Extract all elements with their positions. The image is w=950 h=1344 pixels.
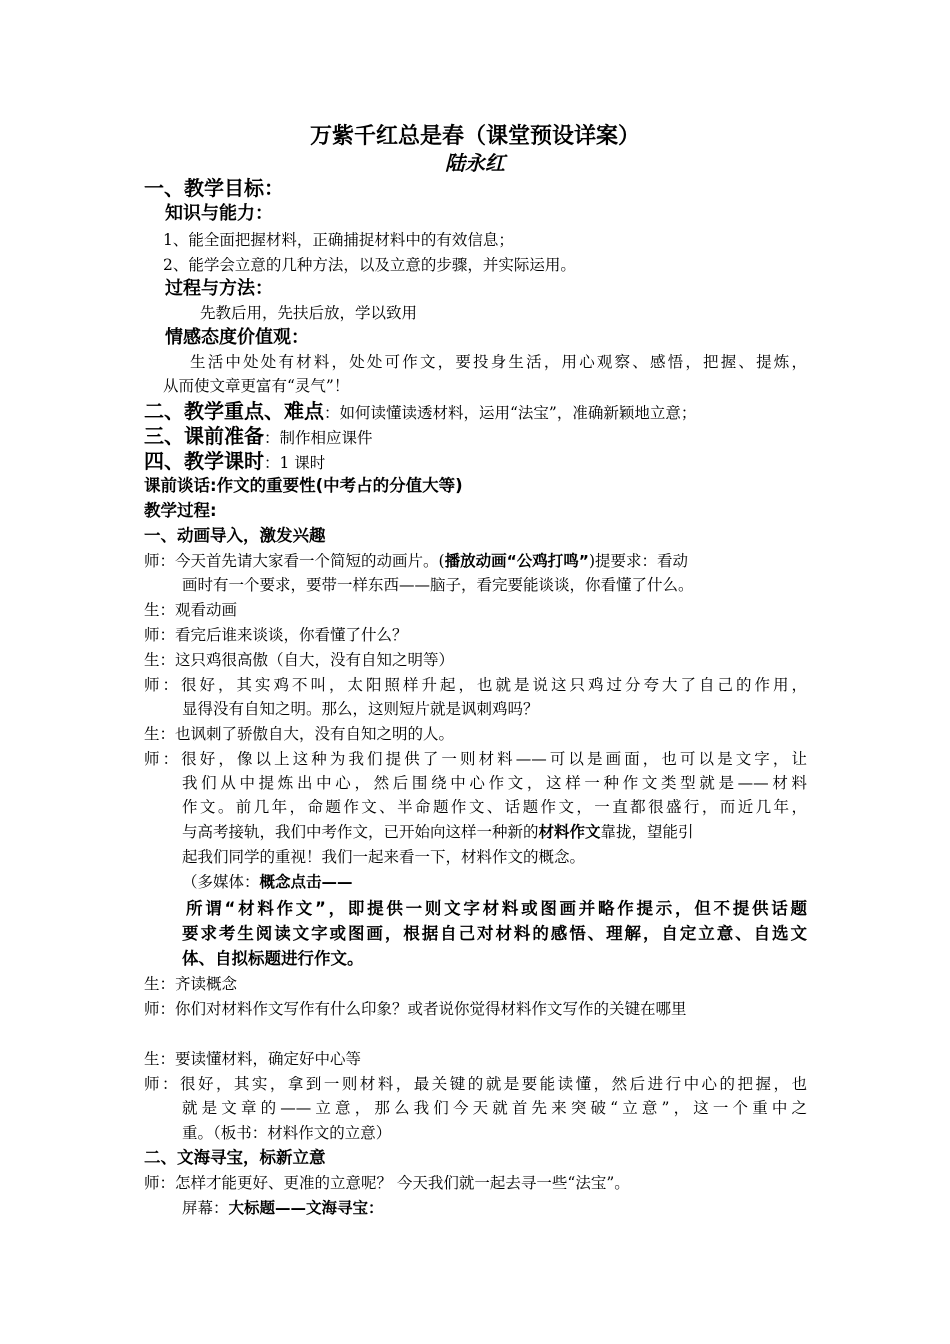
document-author: 陆永红: [445, 151, 505, 175]
teacher-line-4d: 与高考接轨，我们中考作文，已开始向这样一种新的材料作文靠拢，望能引: [182, 823, 694, 841]
teacher-line-2: 师：看完后谁来谈谈，你看懂了什么？: [144, 626, 408, 644]
pre-talk: 课前谈话:作文的重要性(中考占的分值大等): [144, 476, 463, 495]
teacher-line-1b: 画时有一个要求，要带一样东西——脑子，看完要能谈谈，你看懂了什么。: [182, 576, 694, 594]
preparation-text: ：制作相应课件: [264, 429, 373, 447]
section-1-heading: 一、动画导入，激发兴趣: [144, 526, 326, 545]
media-line: （多媒体：概念点击——: [182, 873, 353, 891]
student-line-4: 生：齐读概念: [144, 975, 238, 993]
material-essay-emphasis: 材料作文: [538, 823, 601, 841]
treasure-title-emphasis: 大标题——文海寻宝：: [228, 1199, 384, 1217]
knowledge-heading: 知识与能力：: [165, 203, 273, 224]
student-line-1: 生：观看动画: [144, 601, 238, 619]
section-2-heading: 二、文海寻宝，标新立意: [144, 1148, 326, 1167]
preparation-heading: 三、课前准备: [144, 424, 264, 448]
teacher-line-6b: 就是文章的——立意，那么我们今天就首先来突破“立意”，这一个重中之: [182, 1099, 807, 1117]
emotion-text-line-2: 从而使文章更富有“灵气”！: [163, 377, 350, 395]
section-2-teacher-line-1: 师：怎样才能更好、更准的立意呢？ 今天我们就一起去寻一些“法宝”。: [144, 1174, 630, 1192]
student-line-2: 生：这只鸡很高傲（自大，没有自知之明等）: [144, 651, 455, 669]
play-animation-emphasis: 播放动画“公鸡打鸣”: [444, 552, 589, 570]
screen-line: 屏幕：大标题——文海寻宝：: [182, 1199, 384, 1217]
document-title: 万紫千红总是春（课堂预设详案）: [309, 124, 640, 149]
process-method-text: 先教后用，先扶后放，学以致用: [200, 304, 418, 322]
teacher-line-4e: 起我们同学的重视！我们一起来看一下，材料作文的概念。: [182, 848, 586, 866]
key-points-heading: 二、教学重点、难点: [144, 399, 324, 423]
knowledge-item-1: 1、能全面把握材料，正确捕捉材料中的有效信息；: [163, 231, 514, 249]
process-title: 教学过程:: [144, 501, 217, 520]
teacher-line-5: 师：你们对材料作文写作有什么印象？或者说你觉得材料作文写作的关键在哪里: [144, 1000, 687, 1018]
key-points-text: ：如何读懂读透材料，运用“法宝”，准确新颖地立意；: [324, 404, 697, 422]
teacher-line-4c: 作文。前几年，命题作文、半命题作文、话题作文，一直都很盛行，而近几年，: [182, 798, 807, 816]
teacher-line-3a: 师：很好，其实鸡不叫，太阳照样升起，也就是说这只鸡过分夸大了自己的作用，: [144, 676, 807, 694]
periods-line: [144, 449, 325, 475]
emotion-heading: 情感态度价值观：: [165, 327, 309, 348]
knowledge-item-2: 2、能学会立意的几种方法，以及立意的步骤，并实际运用。: [163, 256, 576, 274]
preparation-line: [144, 424, 373, 450]
teacher-line-4a: 师：很好，像以上这种为我们提供了一则材料——可以是画面，也可以是文字，让: [144, 750, 807, 768]
concept-click-emphasis: 概念点击——: [259, 873, 353, 891]
definition-line-3: 体、自拟标题进行作文。: [182, 949, 364, 968]
objectives-heading: 一、教学目标：: [144, 176, 284, 200]
teacher-line-1a: 师：今天首先请大家看一个简短的动画片。(播放动画“公鸡打鸣”)提要求：看动: [144, 552, 688, 570]
student-line-3: 生：也讽刺了骄傲自大，没有自知之明的人。: [144, 725, 455, 743]
student-line-5: 生：要读懂材料，确定好中心等: [144, 1050, 362, 1068]
definition-line-2: 要求考生阅读文字或图画，根据自己对材料的感悟、理解，自定立意、自选文: [182, 924, 807, 943]
teacher-line-6c: 重。（板书：材料作文的立意）: [182, 1124, 392, 1142]
teacher-line-3b: 显得没有自知之明。那么，这则短片就是讽刺鸡吗？: [182, 700, 539, 718]
teacher-line-6a: 师：很好，其实，拿到一则材料，最关键的就是要能读懂，然后进行中心的把握，也: [144, 1075, 807, 1093]
periods-heading: 四、教学课时: [144, 449, 264, 473]
periods-text: ：1 课时: [264, 454, 326, 472]
emotion-text-line-1: 生活中处处有材料，处处可作文，要投身生活，用心观察、感悟，把握、提炼，: [190, 353, 807, 371]
process-method-heading: 过程与方法：: [165, 278, 273, 299]
teacher-line-4b: 我们从中提炼出中心，然后围绕中心作文，这样一种作文类型就是——材料: [182, 774, 807, 792]
key-points-line: [144, 399, 696, 425]
definition-line-1: 所谓“材料作文”，即提供一则文字材料或图画并略作提示，但不提供话题: [186, 899, 807, 918]
